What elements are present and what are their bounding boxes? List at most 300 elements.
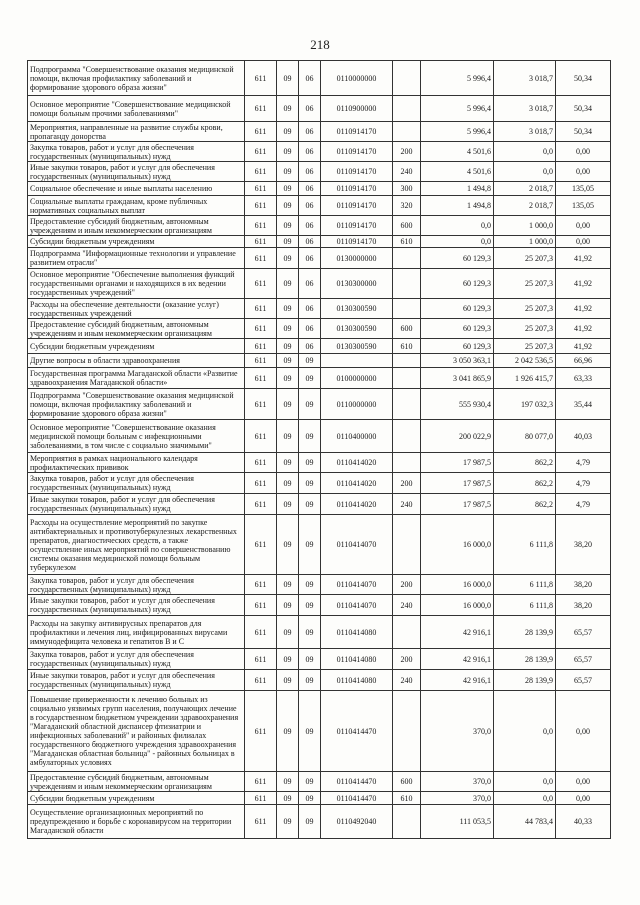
execution-percent: 41,92 xyxy=(556,299,611,319)
ministry-code: 611 xyxy=(245,269,277,299)
table-row xyxy=(28,368,611,389)
subsection-code: 09 xyxy=(299,354,321,368)
expense-type-code: 610 xyxy=(393,792,421,805)
table-row xyxy=(28,649,611,670)
row-description: Иные закупки товаров, работ и услуг для обеспечения государственных (муниципальных) нужд xyxy=(28,595,245,616)
program-code: 0110914170 xyxy=(321,182,393,196)
table-row xyxy=(28,515,611,575)
row-description: Мероприятия, направленные на развитие службы крови, пропаганду донорства xyxy=(28,122,245,142)
expense-type-code xyxy=(393,61,421,96)
subsection-code: 06 xyxy=(299,182,321,196)
executed-amount: 2 042 536,5 xyxy=(494,354,556,368)
program-code: 0110414470 xyxy=(321,691,393,772)
program-code: 0130300590 xyxy=(321,319,393,339)
planned-amount: 555 930,4 xyxy=(421,389,494,420)
planned-amount: 5 996,4 xyxy=(421,96,494,122)
subsection-code: 09 xyxy=(299,805,321,839)
planned-amount: 16 000,0 xyxy=(421,515,494,575)
section-code: 09 xyxy=(277,649,299,670)
section-code: 09 xyxy=(277,805,299,839)
table-row xyxy=(28,182,611,196)
program-code: 0110400000 xyxy=(321,420,393,453)
section-code: 09 xyxy=(277,453,299,473)
execution-percent: 65,57 xyxy=(556,670,611,691)
execution-percent: 135,05 xyxy=(556,182,611,196)
row-description: Подпрограмма "Информационные технологии и управление развитием отрасли" xyxy=(28,248,245,269)
expense-type-code xyxy=(393,420,421,453)
expense-type-code xyxy=(393,354,421,368)
executed-amount: 197 032,3 xyxy=(494,389,556,420)
section-code: 09 xyxy=(277,319,299,339)
execution-percent: 4,79 xyxy=(556,453,611,473)
execution-percent: 4,79 xyxy=(556,473,611,494)
ministry-code: 611 xyxy=(245,649,277,670)
row-description: Субсидии бюджетным учреждениям xyxy=(28,339,245,354)
execution-percent: 66,96 xyxy=(556,354,611,368)
execution-percent: 41,92 xyxy=(556,269,611,299)
row-description: Основное мероприятие "Совершенствование медицинской помощи больным прочими заболеваниями" xyxy=(28,96,245,122)
row-description: Предоставление субсидий бюджетным, автономным учреждениям и иным некоммерческим организациям xyxy=(28,772,245,792)
executed-amount: 3 018,7 xyxy=(494,122,556,142)
execution-percent: 0,00 xyxy=(556,216,611,236)
planned-amount: 0,0 xyxy=(421,216,494,236)
section-code: 09 xyxy=(277,616,299,649)
execution-percent: 40,03 xyxy=(556,420,611,453)
program-code: 0130300590 xyxy=(321,299,393,319)
expense-type-code: 200 xyxy=(393,649,421,670)
section-code: 09 xyxy=(277,792,299,805)
row-description: Подпрограмма "Совершенствование оказания медицинской помощи, включая профилактику заболеваний и формирование здорового образа жизни" xyxy=(28,61,245,96)
subsection-code: 09 xyxy=(299,649,321,670)
execution-percent: 38,20 xyxy=(556,595,611,616)
program-code: 0110414470 xyxy=(321,772,393,792)
executed-amount: 1 926 415,7 xyxy=(494,368,556,389)
table-row xyxy=(28,248,611,269)
execution-percent: 0,00 xyxy=(556,162,611,182)
ministry-code: 611 xyxy=(245,792,277,805)
program-code xyxy=(321,354,393,368)
subsection-code: 06 xyxy=(299,269,321,299)
executed-amount: 6 111,8 xyxy=(494,595,556,616)
subsection-code: 09 xyxy=(299,389,321,420)
program-code: 0110414080 xyxy=(321,670,393,691)
section-code: 09 xyxy=(277,368,299,389)
subsection-code: 06 xyxy=(299,96,321,122)
row-description: Расходы на обеспечение деятельности (оказание услуг) государственных учреждений xyxy=(28,299,245,319)
execution-percent: 41,92 xyxy=(556,319,611,339)
section-code: 09 xyxy=(277,248,299,269)
table-row xyxy=(28,61,611,96)
ministry-code: 611 xyxy=(245,122,277,142)
program-code: 0130300000 xyxy=(321,269,393,299)
executed-amount: 25 207,3 xyxy=(494,339,556,354)
subsection-code: 09 xyxy=(299,595,321,616)
section-code: 09 xyxy=(277,96,299,122)
subsection-code: 09 xyxy=(299,575,321,595)
table-body xyxy=(28,61,611,839)
expense-type-code: 610 xyxy=(393,236,421,248)
program-code: 0110414470 xyxy=(321,792,393,805)
program-code: 0110492040 xyxy=(321,805,393,839)
program-code: 0110914170 xyxy=(321,142,393,162)
ministry-code: 611 xyxy=(245,319,277,339)
planned-amount: 0,0 xyxy=(421,236,494,248)
row-description: Закупка товаров, работ и услуг для обеспечения государственных (муниципальных) нужд xyxy=(28,649,245,670)
ministry-code: 611 xyxy=(245,368,277,389)
executed-amount: 0,0 xyxy=(494,792,556,805)
section-code: 09 xyxy=(277,420,299,453)
ministry-code: 611 xyxy=(245,616,277,649)
program-code: 0110414070 xyxy=(321,515,393,575)
row-description: Субсидии бюджетным учреждениям xyxy=(28,236,245,248)
section-code: 09 xyxy=(277,339,299,354)
execution-percent: 41,92 xyxy=(556,339,611,354)
expense-type-code: 320 xyxy=(393,196,421,216)
executed-amount: 862,2 xyxy=(494,453,556,473)
expense-type-code xyxy=(393,389,421,420)
ministry-code: 611 xyxy=(245,142,277,162)
expense-type-code: 200 xyxy=(393,575,421,595)
program-code: 0110414080 xyxy=(321,616,393,649)
row-description: Закупка товаров, работ и услуг для обеспечения государственных (муниципальных) нужд xyxy=(28,575,245,595)
execution-percent: 38,20 xyxy=(556,515,611,575)
execution-percent: 50,34 xyxy=(556,61,611,96)
program-code: 0110414020 xyxy=(321,494,393,515)
row-description: Иные закупки товаров, работ и услуг для обеспечения государственных (муниципальных) нужд xyxy=(28,494,245,515)
executed-amount: 1 000,0 xyxy=(494,236,556,248)
ministry-code: 611 xyxy=(245,805,277,839)
planned-amount: 1 494,8 xyxy=(421,182,494,196)
section-code: 09 xyxy=(277,595,299,616)
ministry-code: 611 xyxy=(245,515,277,575)
ministry-code: 611 xyxy=(245,61,277,96)
subsection-code: 09 xyxy=(299,453,321,473)
table-row xyxy=(28,162,611,182)
execution-percent: 0,00 xyxy=(556,142,611,162)
subsection-code: 09 xyxy=(299,515,321,575)
expense-type-code xyxy=(393,368,421,389)
section-code: 09 xyxy=(277,142,299,162)
subsection-code: 09 xyxy=(299,616,321,649)
execution-percent: 63,33 xyxy=(556,368,611,389)
executed-amount: 28 139,9 xyxy=(494,616,556,649)
expense-type-code xyxy=(393,269,421,299)
ministry-code: 611 xyxy=(245,691,277,772)
execution-percent: 35,44 xyxy=(556,389,611,420)
expense-type-code xyxy=(393,805,421,839)
subsection-code: 09 xyxy=(299,368,321,389)
execution-percent: 41,92 xyxy=(556,248,611,269)
expense-type-code xyxy=(393,122,421,142)
section-code: 09 xyxy=(277,354,299,368)
budget-table xyxy=(27,60,611,839)
subsection-code: 09 xyxy=(299,670,321,691)
program-code: 0110414020 xyxy=(321,473,393,494)
ministry-code: 611 xyxy=(245,354,277,368)
execution-percent: 0,00 xyxy=(556,691,611,772)
expense-type-code xyxy=(393,616,421,649)
planned-amount: 4 501,6 xyxy=(421,142,494,162)
executed-amount: 6 111,8 xyxy=(494,515,556,575)
table-row xyxy=(28,792,611,805)
table-row xyxy=(28,142,611,162)
row-description: Другие вопросы в области здравоохранения xyxy=(28,354,245,368)
row-description: Основное мероприятие "Обеспечение выполнения функций государственными органами и находящихся в их ведении государственных учреждений" xyxy=(28,269,245,299)
execution-percent: 38,20 xyxy=(556,575,611,595)
execution-percent: 65,57 xyxy=(556,616,611,649)
ministry-code: 611 xyxy=(245,299,277,319)
expense-type-code: 200 xyxy=(393,473,421,494)
executed-amount: 6 111,8 xyxy=(494,575,556,595)
executed-amount: 1 000,0 xyxy=(494,216,556,236)
subsection-code: 06 xyxy=(299,299,321,319)
expense-type-code xyxy=(393,96,421,122)
expense-type-code: 300 xyxy=(393,182,421,196)
planned-amount: 370,0 xyxy=(421,691,494,772)
subsection-code: 09 xyxy=(299,473,321,494)
ministry-code: 611 xyxy=(245,473,277,494)
table-row xyxy=(28,236,611,248)
execution-percent: 40,33 xyxy=(556,805,611,839)
row-description: Субсидии бюджетным учреждениям xyxy=(28,792,245,805)
row-description: Закупка товаров, работ и услуг для обеспечения государственных (муниципальных) нужд xyxy=(28,142,245,162)
executed-amount: 2 018,7 xyxy=(494,196,556,216)
section-code: 09 xyxy=(277,122,299,142)
row-description: Социальные выплаты гражданам, кроме публичных нормативных социальных выплат xyxy=(28,196,245,216)
row-description: Иные закупки товаров, работ и услуг для обеспечения государственных (муниципальных) нужд xyxy=(28,670,245,691)
section-code: 09 xyxy=(277,216,299,236)
subsection-code: 09 xyxy=(299,420,321,453)
table-row xyxy=(28,96,611,122)
section-code: 09 xyxy=(277,236,299,248)
expense-type-code: 200 xyxy=(393,142,421,162)
subsection-code: 06 xyxy=(299,339,321,354)
ministry-code: 611 xyxy=(245,96,277,122)
planned-amount: 3 041 865,9 xyxy=(421,368,494,389)
table-row xyxy=(28,670,611,691)
section-code: 09 xyxy=(277,162,299,182)
ministry-code: 611 xyxy=(245,389,277,420)
table-row xyxy=(28,595,611,616)
executed-amount: 3 018,7 xyxy=(494,61,556,96)
planned-amount: 17 987,5 xyxy=(421,473,494,494)
execution-percent: 0,00 xyxy=(556,792,611,805)
ministry-code: 611 xyxy=(245,248,277,269)
table-row xyxy=(28,494,611,515)
planned-amount: 370,0 xyxy=(421,792,494,805)
program-code: 0110914170 xyxy=(321,216,393,236)
section-code: 09 xyxy=(277,269,299,299)
expense-type-code xyxy=(393,515,421,575)
program-code: 0110914170 xyxy=(321,122,393,142)
planned-amount: 16 000,0 xyxy=(421,575,494,595)
ministry-code: 611 xyxy=(245,772,277,792)
row-description: Закупка товаров, работ и услуг для обеспечения государственных (муниципальных) нужд xyxy=(28,473,245,494)
execution-percent: 135,05 xyxy=(556,196,611,216)
section-code: 09 xyxy=(277,772,299,792)
ministry-code: 611 xyxy=(245,494,277,515)
planned-amount: 60 129,3 xyxy=(421,319,494,339)
table-row xyxy=(28,805,611,839)
subsection-code: 09 xyxy=(299,792,321,805)
program-code: 0110414020 xyxy=(321,453,393,473)
planned-amount: 4 501,6 xyxy=(421,162,494,182)
executed-amount: 2 018,7 xyxy=(494,182,556,196)
planned-amount: 42 916,1 xyxy=(421,616,494,649)
planned-amount: 370,0 xyxy=(421,772,494,792)
planned-amount: 3 050 363,1 xyxy=(421,354,494,368)
ministry-code: 611 xyxy=(245,182,277,196)
row-description: Социальное обеспечение и иные выплаты населению xyxy=(28,182,245,196)
row-description: Иные закупки товаров, работ и услуг для обеспечения государственных (муниципальных) нужд xyxy=(28,162,245,182)
executed-amount: 0,0 xyxy=(494,162,556,182)
executed-amount: 862,2 xyxy=(494,473,556,494)
subsection-code: 09 xyxy=(299,494,321,515)
ministry-code: 611 xyxy=(245,196,277,216)
execution-percent: 4,79 xyxy=(556,494,611,515)
program-code: 0110414080 xyxy=(321,649,393,670)
subsection-code: 06 xyxy=(299,236,321,248)
section-code: 09 xyxy=(277,299,299,319)
expense-type-code: 240 xyxy=(393,494,421,515)
executed-amount: 25 207,3 xyxy=(494,299,556,319)
table-row xyxy=(28,122,611,142)
section-code: 09 xyxy=(277,473,299,494)
planned-amount: 16 000,0 xyxy=(421,595,494,616)
page-number: 218 xyxy=(310,37,330,52)
executed-amount: 28 139,9 xyxy=(494,670,556,691)
table-row xyxy=(28,691,611,772)
subsection-code: 09 xyxy=(299,691,321,772)
ministry-code: 611 xyxy=(245,162,277,182)
section-code: 09 xyxy=(277,494,299,515)
program-code: 0110914170 xyxy=(321,236,393,248)
executed-amount: 25 207,3 xyxy=(494,248,556,269)
planned-amount: 5 996,4 xyxy=(421,61,494,96)
table-row xyxy=(28,453,611,473)
ministry-code: 611 xyxy=(245,575,277,595)
expense-type-code: 240 xyxy=(393,670,421,691)
table-row xyxy=(28,575,611,595)
subsection-code: 06 xyxy=(299,216,321,236)
planned-amount: 42 916,1 xyxy=(421,670,494,691)
subsection-code: 06 xyxy=(299,319,321,339)
program-code: 0110914170 xyxy=(321,162,393,182)
section-code: 09 xyxy=(277,670,299,691)
planned-amount: 60 129,3 xyxy=(421,299,494,319)
executed-amount: 80 077,0 xyxy=(494,420,556,453)
expense-type-code: 600 xyxy=(393,216,421,236)
subsection-code: 06 xyxy=(299,122,321,142)
section-code: 09 xyxy=(277,389,299,420)
expense-type-code: 610 xyxy=(393,339,421,354)
executed-amount: 25 207,3 xyxy=(494,319,556,339)
program-code: 0130300590 xyxy=(321,339,393,354)
subsection-code: 06 xyxy=(299,196,321,216)
executed-amount: 25 207,3 xyxy=(494,269,556,299)
row-description: Расходы на закупку антивирусных препаратов для профилактики и лечения лиц, инфицированных вирусами иммунодефицита человека и гепатитов В и С xyxy=(28,616,245,649)
planned-amount: 42 916,1 xyxy=(421,649,494,670)
ministry-code: 611 xyxy=(245,670,277,691)
executed-amount: 0,0 xyxy=(494,691,556,772)
execution-percent: 65,57 xyxy=(556,649,611,670)
subsection-code: 06 xyxy=(299,61,321,96)
table-row xyxy=(28,420,611,453)
planned-amount: 111 053,5 xyxy=(421,805,494,839)
planned-amount: 5 996,4 xyxy=(421,122,494,142)
section-code: 09 xyxy=(277,515,299,575)
execution-percent: 50,34 xyxy=(556,122,611,142)
ministry-code: 611 xyxy=(245,595,277,616)
expense-type-code: 600 xyxy=(393,319,421,339)
program-code: 0110914170 xyxy=(321,196,393,216)
executed-amount: 0,0 xyxy=(494,142,556,162)
table-row xyxy=(28,269,611,299)
row-description: Государственная программа Магаданской области «Развитие здравоохранения Магаданской области» xyxy=(28,368,245,389)
subsection-code: 09 xyxy=(299,772,321,792)
expense-type-code: 240 xyxy=(393,162,421,182)
planned-amount: 17 987,5 xyxy=(421,494,494,515)
table-row xyxy=(28,389,611,420)
ministry-code: 611 xyxy=(245,339,277,354)
program-code: 0110414070 xyxy=(321,575,393,595)
row-description: Предоставление субсидий бюджетным, автономным учреждениям и иным некоммерческим организациям xyxy=(28,319,245,339)
section-code: 09 xyxy=(277,691,299,772)
executed-amount: 0,0 xyxy=(494,772,556,792)
row-description: Основное мероприятие "Совершенствование оказания медицинской помощи больным с инфекционными заболеваниями, в том числе с социально значимыми" xyxy=(28,420,245,453)
expense-type-code xyxy=(393,299,421,319)
row-description: Расходы на осуществление мероприятий по закупке антибактериальных и противотуберкулезных лекарственных препаратов, диагностических средств, а также осуществление иных мероприятий по совершенствованию системы оказания медицинской помощи больным туберкулезом xyxy=(28,515,245,575)
ministry-code: 611 xyxy=(245,216,277,236)
ministry-code: 611 xyxy=(245,236,277,248)
table-row xyxy=(28,196,611,216)
program-code: 0110000000 xyxy=(321,61,393,96)
program-code: 0100000000 xyxy=(321,368,393,389)
program-code: 0110900000 xyxy=(321,96,393,122)
subsection-code: 06 xyxy=(299,142,321,162)
executed-amount: 44 783,4 xyxy=(494,805,556,839)
execution-percent: 50,34 xyxy=(556,96,611,122)
section-code: 09 xyxy=(277,196,299,216)
planned-amount: 200 022,9 xyxy=(421,420,494,453)
execution-percent: 0,00 xyxy=(556,236,611,248)
table-row xyxy=(28,354,611,368)
planned-amount: 1 494,8 xyxy=(421,196,494,216)
executed-amount: 28 139,9 xyxy=(494,649,556,670)
planned-amount: 60 129,3 xyxy=(421,269,494,299)
planned-amount: 17 987,5 xyxy=(421,453,494,473)
table-row xyxy=(28,299,611,319)
table-row xyxy=(28,319,611,339)
program-code: 0130000000 xyxy=(321,248,393,269)
subsection-code: 06 xyxy=(299,162,321,182)
table-row xyxy=(28,772,611,792)
row-description: Предоставление субсидий бюджетным, автономным учреждениям и иным некоммерческим организациям xyxy=(28,216,245,236)
ministry-code: 611 xyxy=(245,420,277,453)
execution-percent: 0,00 xyxy=(556,772,611,792)
row-description: Мероприятия в рамках национального календаря профилактических прививок xyxy=(28,453,245,473)
program-code: 0110414070 xyxy=(321,595,393,616)
table-row xyxy=(28,473,611,494)
row-description: Подпрограмма "Совершенствование оказания медицинской помощи, включая профилактику заболеваний и формирование здорового образа жизни" xyxy=(28,389,245,420)
section-code: 09 xyxy=(277,182,299,196)
expense-type-code: 600 xyxy=(393,772,421,792)
expense-type-code: 240 xyxy=(393,595,421,616)
planned-amount: 60 129,3 xyxy=(421,339,494,354)
planned-amount: 60 129,3 xyxy=(421,248,494,269)
ministry-code: 611 xyxy=(245,453,277,473)
expense-type-code xyxy=(393,248,421,269)
